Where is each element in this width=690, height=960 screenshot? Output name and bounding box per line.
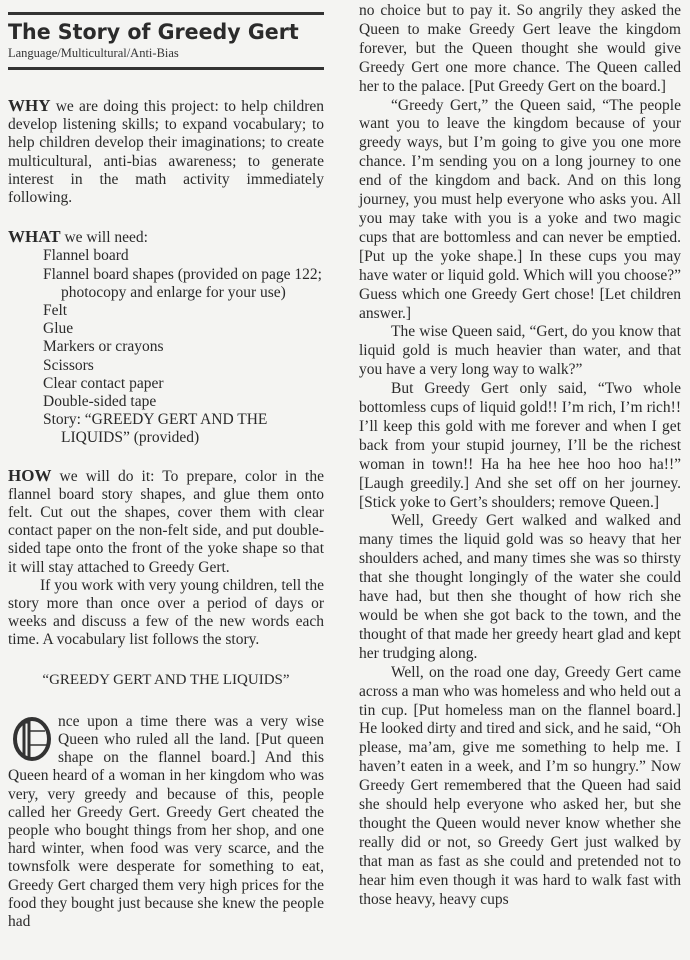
story-paragraph-2: “Greedy Gert,” the Queen said, “The people want you to leave the kingdom because of your greedy ways, but I’m going to give you one more chance. I’m sending you on a long journey to one end of the kingdom and back. And on this long journey, you must help everyone who asks you. All you may take with you is a yoke and two magic cups that are bottomless and can never be emptied. [Put up the yoke shape.] In these cups you may have water or liquid gold. Which will you choose?” Guess which one Greedy Gert chose! [Let children answer.]	[359, 96, 681, 322]
top-rule	[8, 12, 324, 15]
story-paragraph-1: nce upon a time there was a very wise Queen who ruled all the land. [Put queen shape on the flannel board.] And this Queen heard of a woman in her kingdom who was very, very greedy and because of this, people called her Greedy Gert. Greedy Gert cheated the people who bought things from her shop, and one hard winter, when food was very scarce, and the townsfolk were desperate for something to eat, Greedy Gert charged them very high prices for the food they bought just because she knew the people had	[8, 712, 324, 930]
what-keyword: WHAT	[8, 227, 61, 247]
list-item: Clear contact paper	[43, 374, 164, 392]
what-section	[8, 228, 324, 447]
what-text: we will need:	[60, 229, 148, 247]
story-paragraph-1-cont: no choice but to pay it. So angrily they asked the Queen to make Greedy Gert leave the kingdom forever, but the Queen thought she would give Greedy Gert one more chance. The Queen called her to the palace. [Put Greedy Gert on the board.]	[359, 2, 681, 95]
list-item: Double-sided tape	[43, 393, 157, 411]
right-column	[359, 2, 681, 910]
how-text: we will do it: To prepare, color in the flannel board story shapes, and glue them onto felt. Cut out the shapes, cover them with clear contact paper on the non-felt side, and put double-sided tape onto the front of the yoke shape so that it will stay attached to Greedy Gert.	[8, 467, 324, 576]
how-paragraph-2: If you work with very young children, tell the story more than once over a period of days or weeks and discuss a few of the new words each time. A vocabulary list follows the story.	[8, 576, 324, 649]
list-item: Scissors	[43, 356, 94, 374]
story-paragraph-5: Well, Greedy Gert walked and walked and many times the liquid gold was so heavy that her shoulders ached, and many times she was so thirsty that she thought longingly of the water she could have had, but then she thought of how rich she would be when she got back to the town, and the thought of that made her greedy heart glad and kept her trudging along.	[359, 512, 681, 662]
page-title: The Story of Greedy Gert	[8, 20, 299, 44]
left-column	[8, 0, 324, 931]
drop-cap-o-icon	[12, 717, 52, 761]
story-paragraph-4: But Greedy Gert only said, “Two whole bottomless cups of liquid gold!! I’m rich, I’m rich!! I’ll keep this gold with me forever and when I get back from your stupid journey, I’ll be the richest woman in town!! Ha ha hee hee hoo hoo ha!!” [Laugh greedily.] And she set off on her journey. [Stick yoke to Gert’s shoulders; remove Queen.]	[359, 380, 681, 511]
header-rule	[8, 67, 324, 70]
story-paragraph-6: Well, on the road one day, Greedy Gert came across a man who was homeless and who held out a tin cup. [Put homeless man on the flannel board.] He looked dirty and tired and sick, and he said, “Oh please, ma’am, give me something to help me. I haven’t eaten in a week, and I’m so hungry.” Now Greedy Gert remembered that the Queen had said she should help everyone who asked her, but she thought the Queen would never know whether she really did or not, so Greedy Gert just walked by that man as fast as she could and pretended not to hear him even though it was hard to walk fast with those heavy, heavy cups	[359, 663, 681, 908]
story-paragraph-3: The wise Queen said, “Gert, do you know that liquid gold is much heavier than water, and that you have a very long way to walk?”	[359, 323, 681, 379]
how-paragraph	[8, 467, 324, 577]
why-text: we are doing this project: to help children develop listening skills; to expand vocabulary; to help children develop their imaginations; to create multicultural, anti-bias awareness; to generate interest in the math activity immediately following.	[8, 98, 324, 207]
list-item: Felt	[43, 302, 68, 320]
how-section	[8, 467, 324, 650]
why-keyword: WHY	[8, 96, 51, 115]
list-item: Markers or crayons	[43, 338, 164, 356]
page-subtitle: Language/Multicultural/Anti-Bias	[8, 46, 179, 60]
why-section	[8, 97, 324, 207]
story-opening	[8, 713, 324, 931]
list-item: Story: “GREEDY GERT AND THE LIQUIDS” (provided)	[43, 411, 268, 447]
list-item: Flannel board shapes (provided on page 122; photocopy and enlarge for your use)	[43, 265, 322, 301]
list-item: Glue	[43, 320, 74, 338]
materials-list	[8, 247, 324, 447]
how-keyword: HOW	[8, 465, 52, 485]
story-title: “GREEDY GERT AND THE LIQUIDS”	[42, 671, 290, 688]
list-item: Flannel board	[43, 247, 129, 265]
what-heading	[8, 228, 324, 247]
